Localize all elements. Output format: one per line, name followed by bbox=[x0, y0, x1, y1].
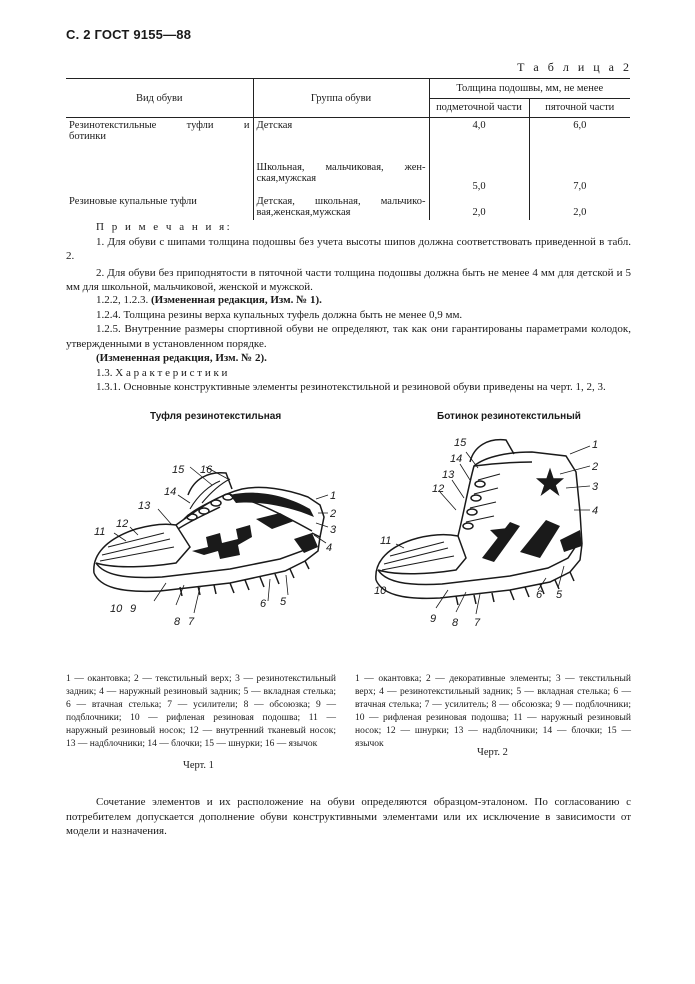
final-paragraph: Сочетание элементов и их расположение на обуви определяются образцом-эталоном. По согласованию с потребителем допускается дополнение обуви конструктивными элементами или их исключение в зависимости от модели и назначения. bbox=[66, 796, 631, 837]
fig2-label-6: 6 bbox=[536, 589, 543, 601]
table-caption: Т а б л и ц а 2 bbox=[517, 60, 632, 74]
body-text bbox=[66, 293, 631, 395]
col-header-type: Вид обуви bbox=[66, 79, 253, 118]
fig2-label-14: 14 bbox=[450, 453, 463, 465]
fig1-caption: Черт. 1 bbox=[183, 760, 214, 771]
table-cell: Детская bbox=[256, 120, 293, 131]
table-cell: Школьная, мальчиковая, жен- bbox=[256, 162, 426, 173]
fig1-label-3: 3 bbox=[330, 524, 337, 536]
sub-header-heel: пяточной части bbox=[529, 98, 630, 118]
fig2-label-11: 11 bbox=[380, 535, 392, 547]
fig1-label-9: 9 bbox=[130, 603, 137, 615]
col-header-group: Группа обуви bbox=[253, 79, 429, 118]
fig2-star-decoration bbox=[538, 470, 562, 494]
fig1-label-13: 13 bbox=[138, 500, 151, 512]
fig1-label-10: 10 bbox=[110, 603, 123, 615]
fig2-label-5: 5 bbox=[556, 589, 563, 601]
fig2-label-4: 4 bbox=[592, 505, 599, 517]
fig1-label-15: 15 bbox=[172, 464, 185, 476]
table-row bbox=[66, 160, 630, 194]
fig2-label-8: 8 bbox=[452, 617, 459, 629]
fig1-label-1: 1 bbox=[330, 490, 337, 502]
fig1-label-4: 4 bbox=[326, 542, 333, 554]
fig1-label-12: 12 bbox=[116, 518, 129, 530]
table-cell: вая,женская,мужская bbox=[256, 207, 351, 218]
table-cell: 6,0 bbox=[529, 118, 630, 161]
table-cell: 7,0 bbox=[529, 160, 630, 194]
paragraph-1-2-5: 1.2.5. Внутренние размеры спортивной обуви не определяют, так как они гарантированы параметрами колодок, утвержденными в установленном порядке. bbox=[66, 323, 631, 350]
table-cell: Резинотекстильные туфли и bbox=[69, 120, 250, 131]
section-1-3-title: 1.3. Х а р а к т е р и с т и к и bbox=[96, 366, 228, 379]
amendment-note-2: (Измененная редакция, Изм. № 2). bbox=[96, 352, 267, 364]
sub-header-front: подметочной части bbox=[429, 98, 529, 118]
note-1: 1. Для обуви с шипами толщина подошвы без учета высоты шипов должна соответствовать приведенной в табл. 2. bbox=[66, 235, 631, 262]
fig1-label-6: 6 bbox=[260, 598, 267, 610]
fig1-label-2: 2 bbox=[330, 508, 337, 520]
fig1-label-8: 8 bbox=[174, 616, 181, 628]
fig2-label-15: 15 bbox=[454, 437, 467, 449]
fig2-sole bbox=[376, 544, 582, 598]
table-cell: 4,0 bbox=[429, 118, 529, 161]
note-2: 2. Для обуви без приподнятости в пяточной части толщина подошвы должна быть не менее 4 мм для детской и 5 мм для школьной, мальчиковой, женской и мужской. bbox=[66, 266, 631, 293]
table-cell: ская,мужская bbox=[256, 173, 317, 184]
notes-title: П р и м е ч а н и я: bbox=[96, 221, 233, 233]
fig1-label-7: 7 bbox=[188, 616, 195, 628]
fig2-label-2: 2 bbox=[592, 461, 599, 473]
fig2-boot-drawing bbox=[370, 432, 635, 632]
page-header: С. 2 ГОСТ 9155—88 bbox=[66, 27, 192, 42]
fig2-label-7: 7 bbox=[474, 617, 481, 629]
fig1-label-14: 14 bbox=[164, 486, 177, 498]
fig2-title: Ботинок резинотекстильный bbox=[437, 411, 581, 422]
fig1-label-5: 5 bbox=[280, 596, 287, 608]
clause-number: 1.2.2, 1.2.3. bbox=[96, 294, 151, 306]
fig2-label-1: 1 bbox=[592, 439, 599, 451]
fig2-label-12: 12 bbox=[432, 483, 445, 495]
fig2-tongue bbox=[470, 440, 514, 462]
table-cell: Детская, школьная, мальчико- bbox=[256, 196, 426, 207]
fig2-caption: Черт. 2 bbox=[477, 747, 508, 758]
table-cell: 2,0 bbox=[429, 194, 529, 220]
table-cell: 2,0 bbox=[529, 194, 630, 220]
fig1-label-11: 11 bbox=[94, 526, 106, 538]
col-header-thickness: Толщина подошвы, мм, не менее bbox=[429, 79, 630, 99]
table-cell: Резиновые купальные туфли bbox=[69, 196, 197, 207]
fig1-shoe-drawing bbox=[80, 455, 360, 630]
fig2-legend: 1 — окантовка; 2 — декоративные элементы; 3 — текстильный верх; 4 — резинотекстильный задник; 5 — вкладная стелька; 6 — втачная стелька; 7 — усилитель; 8 — обсоюзка; 9 — подблочники; 10 — рифленая резиновая подошва; 11 — наружный резиновый носок; 12 — шнурки; 13 — надблочники; 14 — блочки; 15 — язычок bbox=[355, 674, 631, 749]
fig2-label-13: 13 bbox=[442, 469, 455, 481]
fig1-legend: 1 — окантовка; 2 — текстильный верх; 3 — резинотекстильный задник; 4 — наружный резиновый задник; 5 — вкладная стелька; 6 — втачная стелька; 7 — усилители; 8 — обсоюзка; 9 — подблочники; 10 — рифленая резиновая подошва; 11 — наружный резиновый носок; 12 — внутренний тканевый носок; 13 — надблочники; 14 — блочки; 15 — шнурки; 16 — язычок bbox=[66, 674, 336, 749]
fig2-label-9: 9 bbox=[430, 613, 437, 625]
table-cell: ботинки bbox=[69, 131, 107, 142]
table-row bbox=[66, 118, 630, 161]
amendment-note: (Измененная редакция, Изм. № 1). bbox=[151, 294, 322, 306]
fig2-label-3: 3 bbox=[592, 481, 599, 493]
fig1-title: Туфля резинотекстильная bbox=[150, 411, 282, 422]
paragraph-1-3-1: 1.3.1. Основные конструктивные элементы резинотекстильной и резиновой обуви приведены на черт. 1, 2, 3. bbox=[96, 381, 606, 393]
fig1-toe-cap bbox=[94, 524, 190, 573]
notes-block bbox=[66, 220, 631, 295]
thickness-table bbox=[66, 78, 630, 220]
paragraph-1-2-4: 1.2.4. Толщина резины верха купальных туфель должна быть не менее 0,9 мм. bbox=[96, 308, 463, 321]
fig2-label-10: 10 bbox=[374, 585, 387, 597]
table-row bbox=[66, 194, 630, 220]
paragraph-1-2-2 bbox=[66, 293, 631, 308]
table-cell: 5,0 bbox=[429, 160, 529, 194]
fig1-label-16: 16 bbox=[200, 464, 213, 476]
